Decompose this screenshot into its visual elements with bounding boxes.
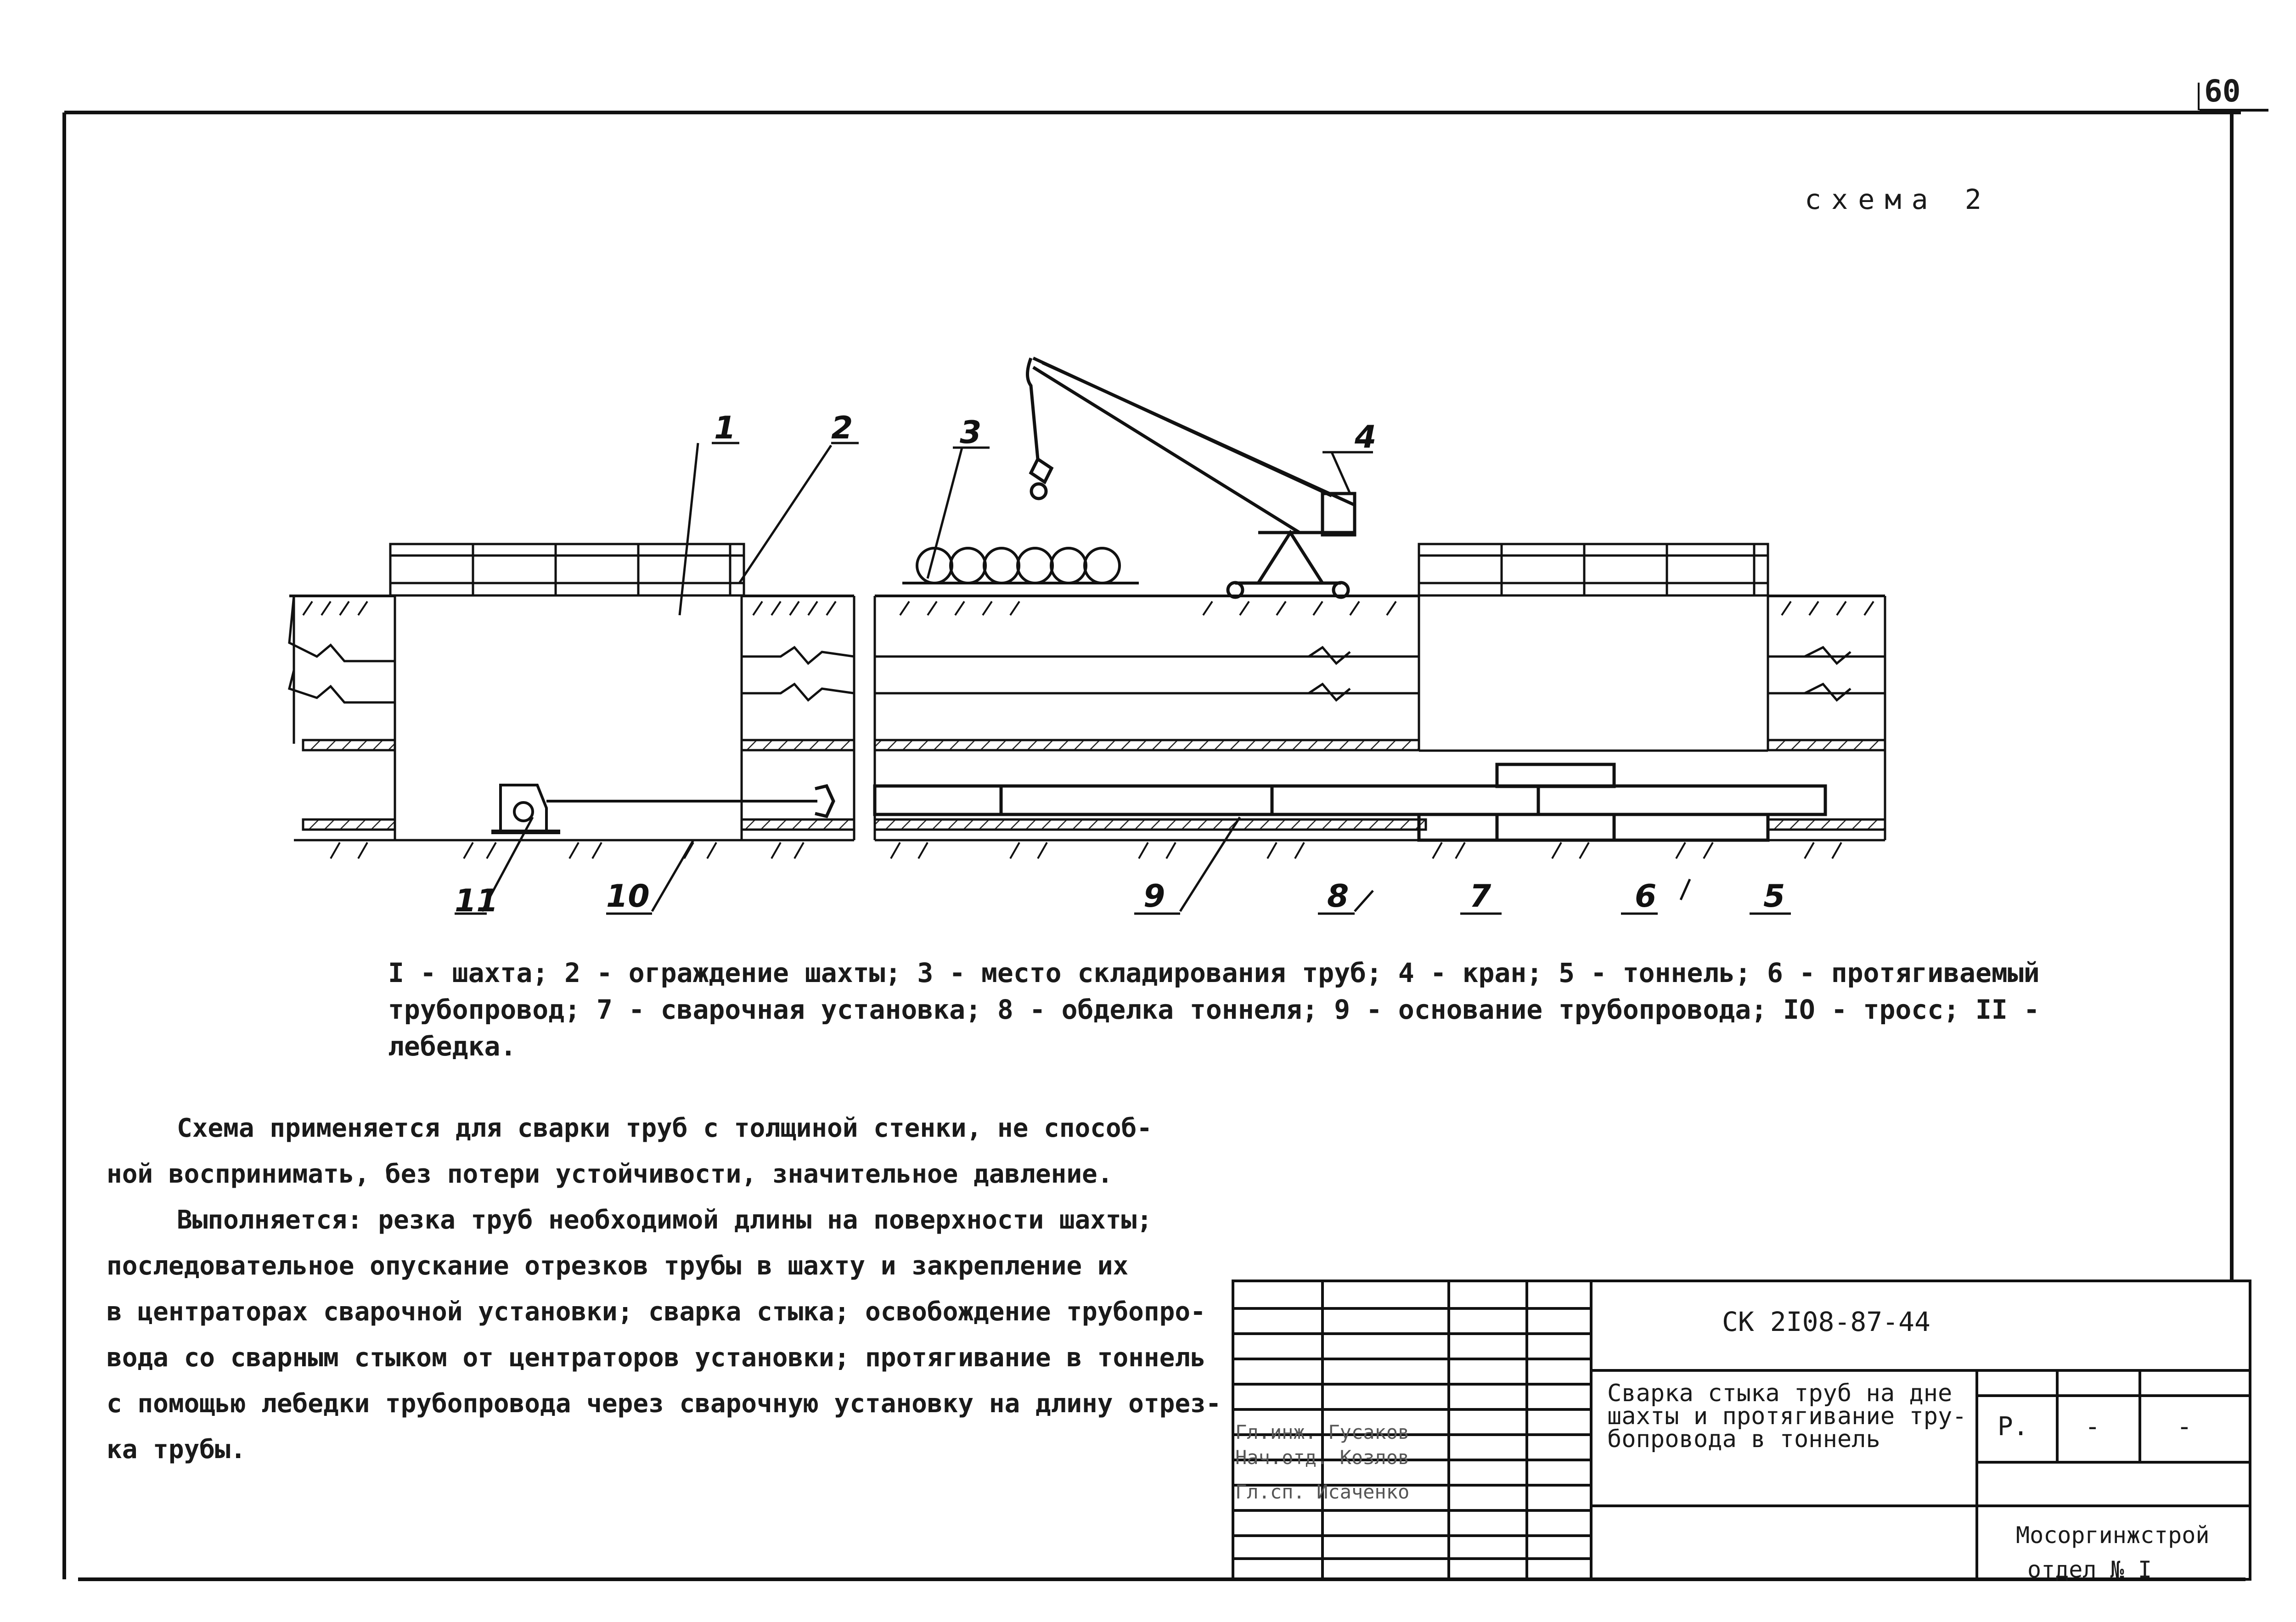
organization-name: Мосоргинжстрой <box>2016 1522 2210 1549</box>
legend-line-2: трубопровод; 7 - сварочная установка; 8 - обделка тоннеля; 9 - основание трубопровода; IO - тросс; II - <box>388 994 2040 1025</box>
callout-4: 4 <box>1355 419 1377 455</box>
drawing-title-line-2: шахты и протягивание тру- <box>1607 1403 1967 1430</box>
description-p1-line1: Схема применяется для сварки труб с толщиной стенки, не способ- <box>177 1113 1153 1143</box>
leader-lines <box>455 443 1791 914</box>
signature-row-3: Гл.сп. Исаченко <box>1235 1481 1410 1503</box>
description-p2-line4: вода со сварным стыком от центраторов установки; протягивание в тоннель <box>107 1343 1206 1373</box>
sheet-value: - <box>2085 1412 2100 1442</box>
description-p2-line5: с помощью лебедки трубопровода через сварочную установку на длину отрез- <box>107 1389 1221 1419</box>
ground-surface <box>289 596 1885 615</box>
crane <box>1028 358 1355 597</box>
callout-10: 10 <box>606 878 650 915</box>
callout-9: 9 <box>1143 878 1165 915</box>
description-p2-line3: в центраторах сварочной установки; сварка стыка; освобождение трубопро- <box>107 1297 1206 1327</box>
signature-row-2: Нач.отд. Козлов <box>1235 1446 1410 1469</box>
stage-value: Р. <box>1998 1412 2029 1442</box>
sheets-value: - <box>2177 1412 2192 1442</box>
document-code: СК 2I08-87-44 <box>1722 1306 1930 1337</box>
legend-line-3: лебедка. <box>388 1031 517 1062</box>
description-p2-line2: последовательное опускание отрезков трубы в шахту и закрепление их <box>107 1251 1129 1281</box>
callout-3: 3 <box>960 415 982 451</box>
pipe-storage <box>902 548 1139 583</box>
drawing-title-line-3: бопровода в тоннель <box>1607 1426 1880 1453</box>
callout-numbers <box>455 410 1785 919</box>
organization-department: отдел № I <box>2027 1556 2152 1583</box>
description-p1-line2: ной воспринимать, без потери устойчивости, значительное давление. <box>107 1159 1113 1189</box>
callout-2: 2 <box>831 410 853 446</box>
callout-5: 5 <box>1763 878 1785 915</box>
page-number: 60 <box>2204 73 2241 109</box>
legend-line-1: I - шахта; 2 - ограждение шахты; 3 - место складирования труб; 4 - кран; 5 - тоннель; 6 - протягиваемый <box>388 957 2040 988</box>
callout-6: 6 <box>1635 878 1657 915</box>
callout-11: 11 <box>455 883 498 919</box>
description-p2-line1: Выполняется: резка труб необходимой длины на поверхности шахты; <box>177 1205 1153 1235</box>
drawing-title-line-1: Сварка стыка труб на дне <box>1607 1380 1953 1407</box>
scheme-label: схема 2 <box>1805 184 1992 216</box>
description-p2-line6: ка трубы. <box>107 1435 246 1465</box>
callout-1: 1 <box>714 410 736 446</box>
signature-row-1: Гл.инж. Гусаков <box>1235 1421 1410 1443</box>
callout-7: 7 <box>1469 878 1491 915</box>
callout-8: 8 <box>1327 878 1349 915</box>
